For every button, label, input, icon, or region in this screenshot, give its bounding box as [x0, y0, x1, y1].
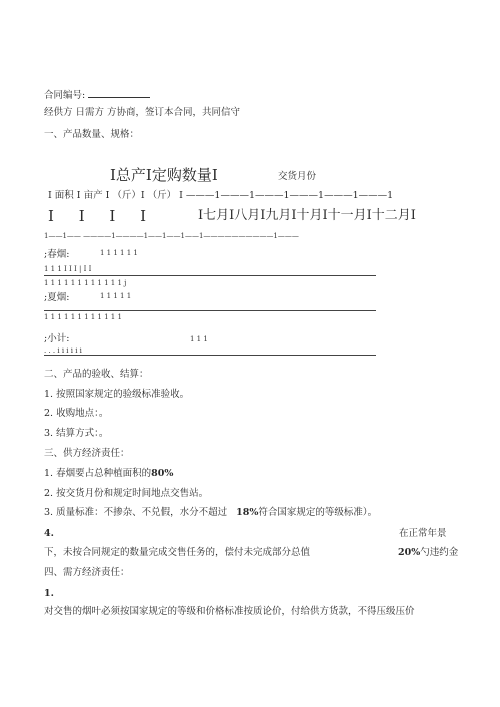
section2-item-3: 3. 结算方式：。: [44, 428, 109, 439]
contract-number-blank: [88, 88, 150, 98]
table-bottom-rule: [44, 355, 376, 356]
row-spring-marks: 1 1 1 1 1 1: [100, 249, 138, 257]
row-subtotal-marks: 1 1 1: [190, 335, 208, 343]
table-header-delivery-month: 交货月份: [278, 171, 317, 182]
row-spring-label: ;春烟:: [44, 249, 70, 260]
section3-item-1-percent: 80%: [151, 468, 174, 479]
section3-title: 三、供方经济责任：: [44, 448, 130, 459]
contract-number-field: [44, 88, 150, 102]
section4-title: 四、需方经济责任：: [44, 567, 130, 578]
table-subheader-row: I 面积 I 亩产 I （斤）I （斤） I ———1———1———1———1———1———1: [48, 190, 394, 201]
section4-item-1-number: 1.: [44, 588, 54, 599]
table-months-header: I七月I八月I九月I十月I十一月I十二月I: [198, 208, 416, 223]
section3-item-1: [44, 468, 173, 480]
table-header-quantity: I总产I定购数量I: [110, 166, 218, 184]
section2-item-1: 1. 按照国家规定的验级标准验收。: [44, 389, 190, 400]
row-subtotal-marks-2: . . . i i i i i i: [44, 347, 82, 355]
row-summer-marks: 1 1 1 1 1: [100, 292, 132, 300]
section3-item-4-penalty: [398, 547, 458, 559]
row-spring-marks-2: 1 1 1 I I I | I I: [44, 265, 92, 273]
section4-item-1-line: 对交售的烟叶必须按国家规定的等级和价格标准按质论价，付给供方货款，不得压级压价: [44, 606, 415, 617]
row-subtotal-label: ;小计:: [44, 333, 70, 344]
section2-title: 二、产品的验收、结算：: [44, 369, 149, 380]
section3-item-3: [44, 507, 377, 519]
section3-item-1-text: 1. 春烟要占总种植面积的: [44, 468, 152, 479]
section3-item-3-tail: 符合国家规定的等级标准）。: [258, 507, 378, 518]
section3-item-4-right: 在正常年景: [399, 528, 447, 539]
section1-title: 一、产品数量、规格：: [44, 129, 140, 140]
table-rule-row: 1——1—— ————1————1——1——1——1——————————1———: [44, 232, 299, 240]
row-summer-label: ;夏烟:: [44, 292, 70, 303]
section3-item-3-percent: 18%: [236, 507, 259, 518]
section3-item-4-line: 下，未按合同规定的数量完成交售任务的，偿付未完成部分总值: [44, 547, 311, 558]
section3-item-4-number: 4.: [44, 528, 54, 539]
table-rule: [44, 310, 376, 311]
section3-item-4-tail: 勺违约金: [420, 547, 459, 558]
section3-item-2: 2. 按交货月份和规定时间地点交售站。: [44, 488, 209, 499]
contract-number-label: 合同编号:: [44, 90, 86, 101]
section2-item-2: 2. 收购地点：。: [44, 408, 109, 419]
table-rule: [44, 275, 376, 276]
row-summer-marks-2: 1 1 1 1 1 1 1 1 1 1 1 1: [44, 313, 122, 321]
section3-item-4-percent: 20%: [398, 547, 421, 558]
table-column-bars: I I I I: [48, 207, 157, 225]
parties-statement: 经供方 日需方 方协商，签订本合同，共同信守: [44, 107, 241, 118]
section3-item-3-text: 3. 质量标准：不掺杂、不兑假，水分不超过: [44, 507, 228, 518]
row-spring-marks-3: 1 1 1 1 1 1 1 1 1 1 1 1 j: [44, 279, 127, 287]
